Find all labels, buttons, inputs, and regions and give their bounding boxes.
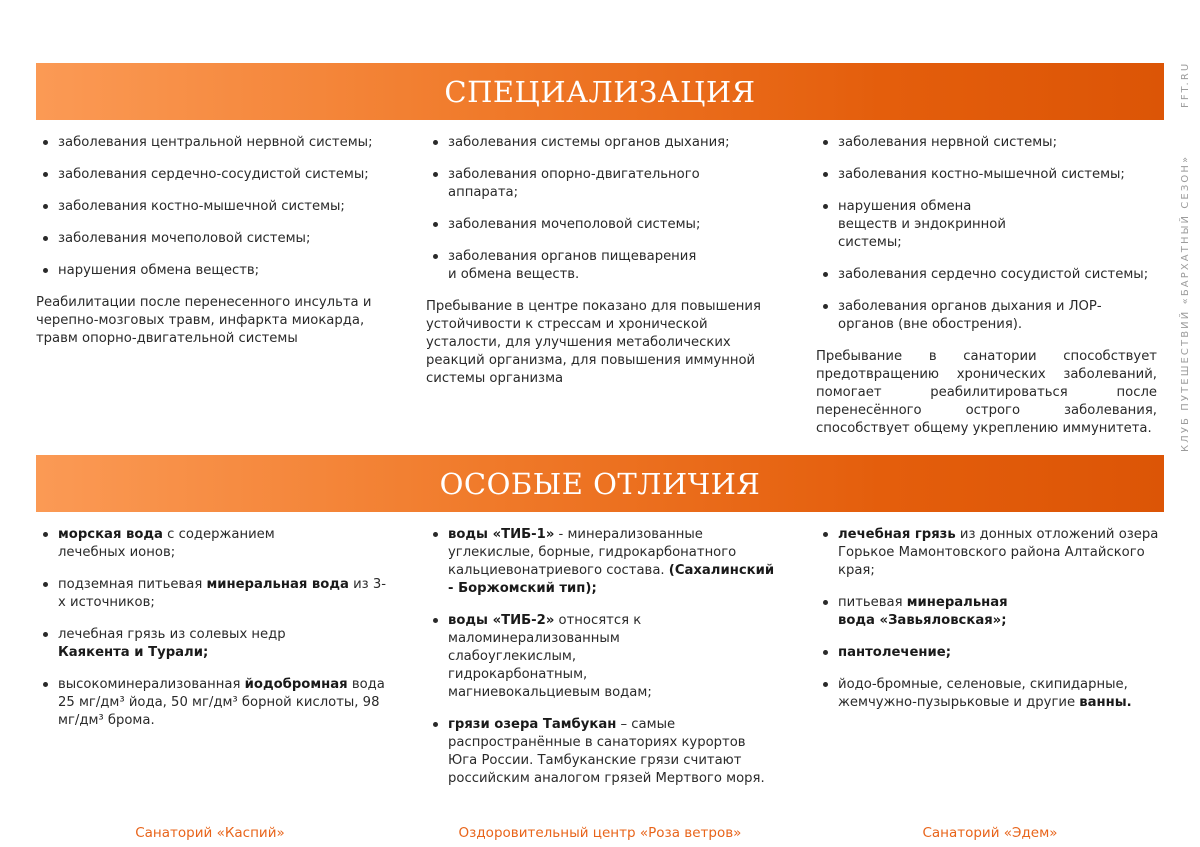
list-item: пантолечение; [816, 644, 1161, 662]
list-item: заболевания мочеполовой системы; [426, 216, 776, 234]
roza-spec-list [426, 134, 776, 284]
kaspiy-features [36, 526, 386, 744]
list-item: нарушения обмена веществ и эндокринной системы; [816, 198, 1161, 252]
features-title: ОСОБЫЕ ОТЛИЧИЯ [439, 466, 761, 501]
edem-spec-note: Пребывание в санатории способствует предотвращению хронических заболеваний, помогает реабилитироваться после перенесённого острого заболевания, способствует общему укреплению иммунитета. [816, 349, 1157, 436]
list-item: заболевания костно-мышечной системы; [36, 198, 386, 216]
kaspiy-spec-list [36, 134, 386, 280]
footer-kaspiy: Санаторий «Каспий» [135, 825, 285, 841]
edem-specialization [816, 134, 1161, 438]
kaspiy-specialization [36, 134, 386, 348]
kaspiy-spec-note: Реабилитации после перенесенного инсульта и черепно-мозговых травм, инфаркта миокарда, травм опорно-двигательной системы [36, 295, 372, 346]
list-item: нарушения обмена веществ; [36, 262, 386, 280]
list-item: высокоминерализованная йодобромная вода 25 мг/дм³ йода, 50 мг/дм³ борной кислоты, 98 мг/дм³ брома. [36, 676, 386, 730]
list-item: воды «ТИБ-1» - минерализованные углекислые, борные, гидрокарбонатного кальциевонатриевого состава. (Сахалинский - Боржомский тип); [426, 526, 776, 598]
list-item: заболевания опорно-двигательного аппарата; [426, 166, 776, 202]
list-item: заболевания нервной системы; [816, 134, 1161, 152]
list-item: заболевания сердечно-сосудистой системы; [36, 166, 386, 184]
side-caption [1180, 62, 1198, 452]
list-item: заболевания центральной нервной системы; [36, 134, 386, 152]
edem-spec-list [816, 134, 1161, 334]
list-item: заболевания органов дыхания и ЛОР-органов (вне обострения). [816, 298, 1161, 334]
roza-features-list [426, 526, 776, 788]
specialization-title: СПЕЦИАЛИЗАЦИЯ [444, 74, 756, 109]
roza-spec-note: Пребывание в центре показано для повышения устойчивости к стрессам и хронической усталости, для улучшения метаболических реакций организма, для повышения иммунной системы организма [426, 299, 761, 386]
footer-edem: Санаторий «Эдем» [922, 825, 1058, 841]
list-item: заболевания мочеполовой системы; [36, 230, 386, 248]
roza-vetrov-specialization [426, 134, 776, 388]
specialization-banner [36, 63, 1164, 120]
club-name: КЛУБ ПУТЕШЕСТВИЙ «БАРХАТНЫЙ СЕЗОН» [1180, 154, 1191, 452]
site-url: FFT.RU [1180, 62, 1191, 109]
list-item: лечебная грязь из донных отложений озера Горькое Мамонтовского района Алтайского края; [816, 526, 1161, 580]
features-banner [36, 455, 1164, 512]
edem-features [816, 526, 1161, 726]
roza-vetrov-features [426, 526, 776, 802]
list-item: морская вода с содержанием лечебных ионов; [36, 526, 386, 562]
list-item: лечебная грязь из солевых недр Каякента и Турали; [36, 626, 386, 662]
list-item: заболевания сердечно сосудистой системы; [816, 266, 1161, 284]
kaspiy-features-list [36, 526, 386, 730]
list-item: подземная питьевая минеральная вода из 3-х источников; [36, 576, 386, 612]
list-item: питьевая минеральная вода «Завьяловская»; [816, 594, 1161, 630]
list-item: грязи озера Тамбукан – самые распространённые в санаториях курортов Юга России. Тамбуканские грязи считают российским аналогом грязей Мертвого моря. [426, 716, 776, 788]
list-item: заболевания костно-мышечной системы; [816, 166, 1161, 184]
footer-roza-vetrov: Оздоровительный центр «Роза ветров» [458, 825, 742, 841]
edem-features-list [816, 526, 1161, 712]
list-item: воды «ТИБ-2» относятся к маломинерализованным слабоуглекислым, гидрокарбонатным, магниевокальциевым водам; [426, 612, 776, 702]
list-item: заболевания системы органов дыхания; [426, 134, 776, 152]
list-item: заболевания органов пищеварения и обмена веществ. [426, 248, 776, 284]
list-item: йодо-бромные, селеновые, скипидарные, жемчужно-пузырьковые и другие ванны. [816, 676, 1161, 712]
